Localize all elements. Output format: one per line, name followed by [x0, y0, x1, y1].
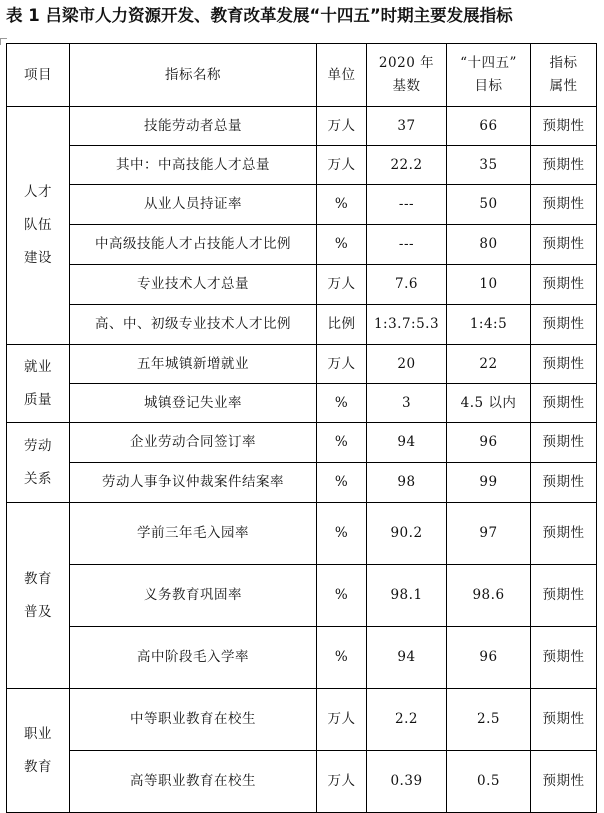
indicator-cell: 高等职业教育在校生: [70, 751, 317, 813]
base-cell: 90.2: [367, 503, 447, 565]
category-line: 教育: [24, 570, 52, 587]
target-cell: 0.5: [447, 751, 531, 813]
unit-cell: %: [317, 627, 367, 689]
target-cell: 2.5: [447, 689, 531, 751]
table-row: [7, 107, 597, 146]
indicator-cell: 学前三年毛入园率: [70, 503, 317, 565]
unit-cell: 万人: [317, 146, 367, 185]
attr-cell: 预期性: [531, 146, 597, 185]
category-line: 就业: [24, 358, 52, 375]
attr-cell: 预期性: [531, 185, 597, 225]
attr-cell: 预期性: [531, 751, 597, 813]
target-cell: 99: [447, 463, 531, 503]
unit-cell: 万人: [317, 265, 367, 305]
category-line: 普及: [24, 603, 52, 620]
indicator-cell: 城镇登记失业率: [70, 384, 317, 423]
unit-cell: 万人: [317, 751, 367, 813]
header-unit: 单位: [317, 44, 367, 107]
table-row: [7, 146, 597, 185]
base-cell: 2.2: [367, 689, 447, 751]
unit-cell: 万人: [317, 107, 367, 146]
header-category: 项目: [7, 44, 70, 107]
table-row: [7, 423, 597, 463]
header-target-line1: “十四五”: [460, 55, 517, 71]
category-talent: [7, 107, 70, 345]
target-cell: 80: [447, 225, 531, 265]
indicators-table: [6, 43, 597, 813]
attr-cell: 预期性: [531, 565, 597, 627]
attr-cell: 预期性: [531, 265, 597, 305]
attr-cell: 预期性: [531, 689, 597, 751]
table-row: [7, 384, 597, 423]
target-cell: 10: [447, 265, 531, 305]
unit-cell: %: [317, 423, 367, 463]
table-row: [7, 503, 597, 565]
unit-cell: %: [317, 185, 367, 225]
category-education: [7, 503, 70, 689]
header-attr: [531, 44, 597, 107]
indicator-cell: 五年城镇新增就业: [70, 345, 317, 384]
base-cell: 22.2: [367, 146, 447, 185]
target-cell: 96: [447, 627, 531, 689]
header-attr-line2: 属性: [549, 78, 578, 94]
indicator-cell: 义务教育巩固率: [70, 565, 317, 627]
table-row: [7, 225, 597, 265]
unit-cell: %: [317, 463, 367, 503]
target-cell: 22: [447, 345, 531, 384]
base-cell: 98.1: [367, 565, 447, 627]
target-cell: 1:4:5: [447, 305, 531, 345]
base-cell: 37: [367, 107, 447, 146]
attr-cell: 预期性: [531, 503, 597, 565]
indicator-cell: 劳动人事争议仲裁案件结案率: [70, 463, 317, 503]
indicator-cell: 高中阶段毛入学率: [70, 627, 317, 689]
unit-cell: 万人: [317, 689, 367, 751]
table-row: [7, 265, 597, 305]
base-cell: 20: [367, 345, 447, 384]
indicator-cell: 高、中、初级专业技术人才比例: [70, 305, 317, 345]
attr-cell: 预期性: [531, 345, 597, 384]
table-row: [7, 345, 597, 384]
target-cell: 66: [447, 107, 531, 146]
base-cell: 94: [367, 627, 447, 689]
indicator-cell: 技能劳动者总量: [70, 107, 317, 146]
category-line: 教育: [24, 758, 52, 775]
table-row: [7, 565, 597, 627]
header-attr-line1: 指标: [549, 55, 578, 71]
attr-cell: 预期性: [531, 225, 597, 265]
category-labor: [7, 423, 70, 503]
table-row: [7, 185, 597, 225]
indicator-cell: 中等职业教育在校生: [70, 689, 317, 751]
category-line: 队伍: [24, 217, 52, 233]
category-line: 职业: [24, 725, 52, 742]
target-cell: 4.5 以内: [447, 384, 531, 423]
table-row: [7, 627, 597, 689]
header-target-line2: 目标: [474, 78, 503, 94]
category-line: 关系: [24, 470, 52, 487]
category-employment: [7, 345, 70, 423]
category-line: 劳动: [24, 437, 52, 454]
base-cell: 94: [367, 423, 447, 463]
table-row: [7, 751, 597, 813]
attr-cell: 预期性: [531, 423, 597, 463]
base-cell: ---: [367, 185, 447, 225]
category-line: 质量: [24, 391, 52, 408]
category-line: 建设: [24, 250, 52, 266]
base-cell: 7.6: [367, 265, 447, 305]
unit-cell: %: [317, 503, 367, 565]
attr-cell: 预期性: [531, 384, 597, 423]
header-base: [367, 44, 447, 107]
target-cell: 35: [447, 146, 531, 185]
table-row: [7, 463, 597, 503]
attr-cell: 预期性: [531, 627, 597, 689]
unit-cell: 比例: [317, 305, 367, 345]
base-cell: 1:3.7:5.3: [367, 305, 447, 345]
attr-cell: 预期性: [531, 305, 597, 345]
base-cell: 98: [367, 463, 447, 503]
target-cell: 98.6: [447, 565, 531, 627]
attr-cell: 预期性: [531, 107, 597, 146]
target-cell: 97: [447, 503, 531, 565]
indicator-cell: 中高级技能人才占技能人才比例: [70, 225, 317, 265]
category-vocational: [7, 689, 70, 813]
base-cell: 0.39: [367, 751, 447, 813]
indicator-cell: 专业技术人才总量: [70, 265, 317, 305]
indicator-cell: 企业劳动合同签订率: [70, 423, 317, 463]
header-row: [7, 44, 597, 107]
table-row: [7, 305, 597, 345]
attr-cell: 预期性: [531, 463, 597, 503]
indicator-cell: 其中：中高技能人才总量: [70, 146, 317, 185]
header-indicator: 指标名称: [70, 44, 317, 107]
category-line: 人才: [24, 184, 52, 200]
header-base-line1: 2020 年: [378, 55, 435, 71]
target-cell: 50: [447, 185, 531, 225]
base-cell: 3: [367, 384, 447, 423]
indicator-cell: 从业人员持证率: [70, 185, 317, 225]
base-cell: ---: [367, 225, 447, 265]
unit-cell: 万人: [317, 345, 367, 384]
unit-cell: %: [317, 384, 367, 423]
header-base-line2: 基数: [392, 78, 421, 94]
unit-cell: %: [317, 225, 367, 265]
unit-cell: %: [317, 565, 367, 627]
table-title: 表 1 吕梁市人力资源开发、教育改革发展“十四五”时期主要发展指标: [6, 6, 513, 25]
header-target: [447, 44, 531, 107]
table-row: [7, 689, 597, 751]
target-cell: 96: [447, 423, 531, 463]
